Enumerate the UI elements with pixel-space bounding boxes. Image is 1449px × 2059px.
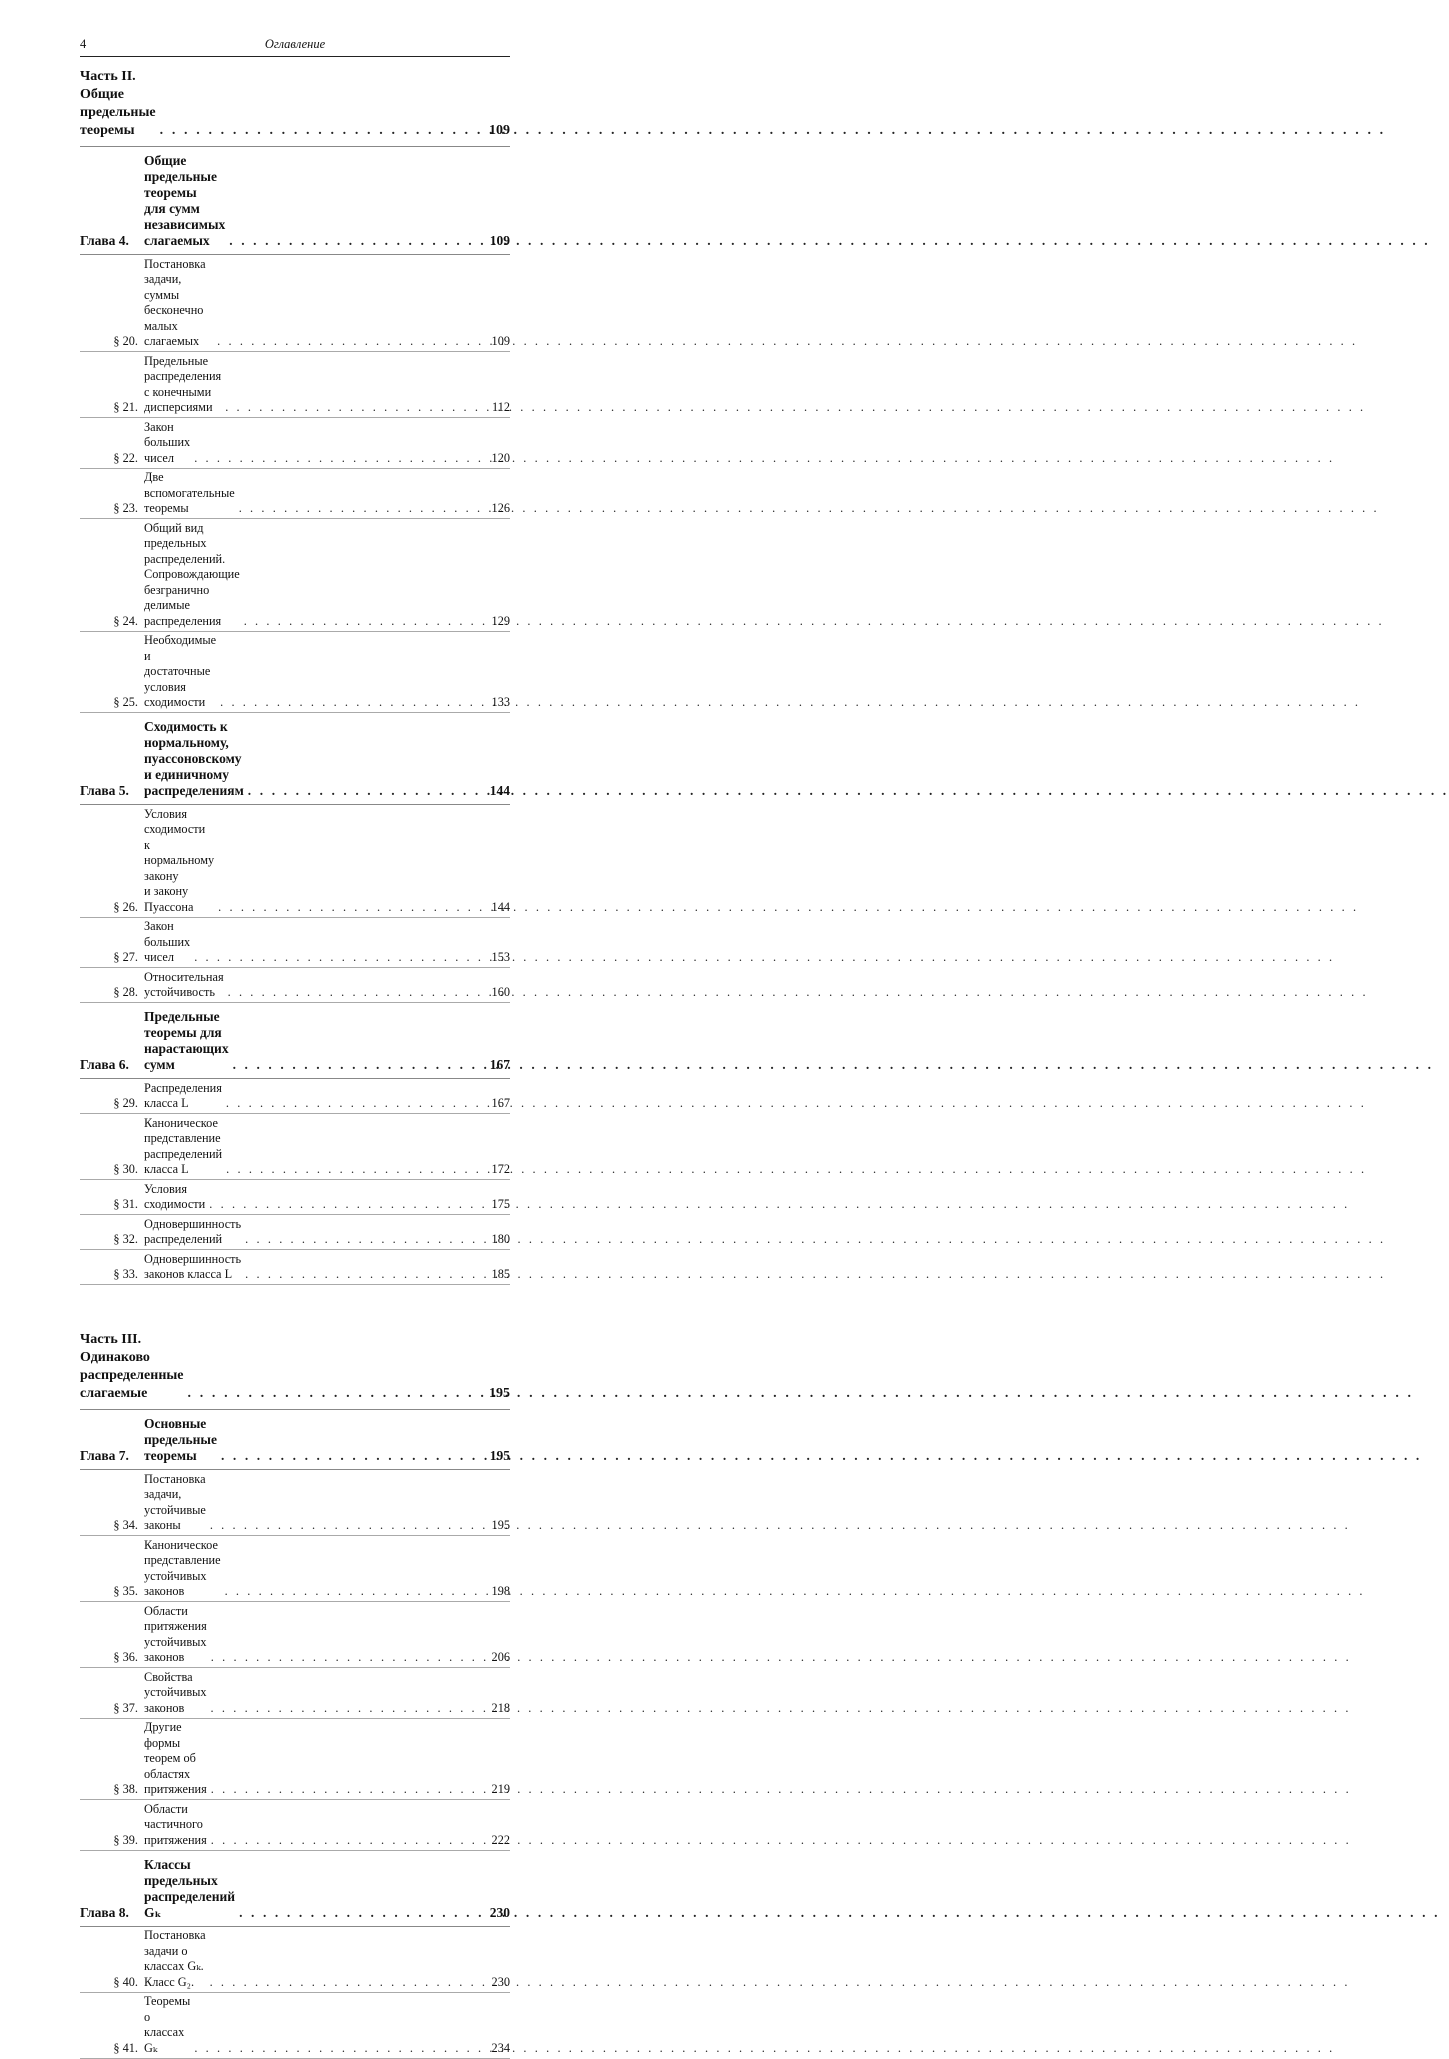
part-spacer bbox=[80, 1285, 510, 1325]
section-title: Распределения класса L bbox=[144, 1080, 222, 1110]
chapter-label: Глава 4. bbox=[80, 233, 129, 248]
section-title: Закон больших чисел bbox=[144, 919, 191, 964]
page-ref: 167 bbox=[489, 1057, 510, 1072]
section-number: § 24. bbox=[113, 613, 138, 628]
chapter-title: Основные предельные теоремы bbox=[144, 1416, 217, 1463]
section-number: § 28. bbox=[113, 985, 138, 999]
chapter-title: Общие предельные теоремы для сумм независимых слагаемых bbox=[144, 153, 226, 248]
chapter-label: Глава 8. bbox=[80, 1904, 129, 1920]
page-ref: 206 bbox=[491, 1650, 510, 1664]
part-title: Часть II. Общие предельные теоремы bbox=[80, 69, 156, 138]
section-entry[interactable] bbox=[80, 255, 510, 352]
part-entry[interactable] bbox=[80, 1331, 510, 1410]
leader-dots bbox=[239, 501, 482, 517]
section-entry[interactable] bbox=[80, 519, 510, 632]
leader-dots bbox=[228, 985, 482, 1001]
section-number: § 31. bbox=[113, 1197, 138, 1211]
section-number: § 34. bbox=[113, 1518, 138, 1532]
section-number: § 33. bbox=[113, 1267, 138, 1281]
section-number: § 29. bbox=[113, 1096, 138, 1110]
section-number: § 21. bbox=[113, 400, 138, 414]
section-number: § 39. bbox=[113, 1832, 138, 1847]
page-ref: 222 bbox=[491, 1832, 510, 1847]
section-entry[interactable] bbox=[80, 632, 510, 714]
page-ref: 144 bbox=[489, 783, 510, 798]
page bbox=[0, 0, 600, 2055]
leader-dots bbox=[211, 1650, 482, 1666]
page-ref: 160 bbox=[491, 985, 510, 999]
section-entry[interactable] bbox=[80, 968, 510, 1003]
page-ref: 133 bbox=[491, 695, 510, 709]
section-number: § 26. bbox=[113, 899, 138, 914]
chapter-label: Глава 6. bbox=[80, 1057, 129, 1072]
page-ref: 120 bbox=[491, 450, 510, 465]
section-title: Одновершинность законов класса L bbox=[144, 1251, 242, 1281]
running-title: Оглавление bbox=[264, 37, 326, 51]
leader-dots bbox=[221, 1448, 482, 1464]
section-entry[interactable] bbox=[80, 918, 510, 969]
section-title: Постановка задачи, устойчивые законы bbox=[144, 1471, 206, 1532]
section-number: § 23. bbox=[113, 501, 138, 515]
leader-dots bbox=[245, 1232, 482, 1248]
section-title: Общий вид предельных распределений. Сопровождающие безгранично делимые распределения bbox=[144, 520, 240, 628]
chapter-title: Классы предельных распределений Gₖ bbox=[144, 1856, 236, 1920]
section-entry[interactable] bbox=[80, 1114, 510, 1180]
leader-dots bbox=[248, 783, 482, 799]
section-title: Условия сходимости к нормальному закону и закону Пуассона bbox=[144, 806, 215, 914]
running-header bbox=[80, 36, 510, 57]
part-title: Часть III. Одинаково распределенные слагаемые bbox=[80, 1332, 184, 1401]
section-entry[interactable] bbox=[80, 1536, 510, 1602]
page-ref: 144 bbox=[491, 899, 510, 914]
section-entry[interactable] bbox=[80, 1719, 510, 1801]
section-title: Каноническое представление устойчивых законов bbox=[144, 1537, 221, 1598]
leader-dots bbox=[211, 1701, 482, 1717]
page-ref: 126 bbox=[491, 501, 510, 515]
page-ref: 230 bbox=[491, 1974, 510, 1989]
chapter-entry[interactable] bbox=[80, 153, 510, 255]
section-entry[interactable] bbox=[80, 1993, 510, 2059]
section-entry[interactable] bbox=[80, 1668, 510, 1719]
leader-dots bbox=[225, 400, 482, 416]
leader-dots bbox=[188, 1385, 482, 1403]
section-number: § 20. bbox=[113, 334, 138, 348]
leader-dots bbox=[226, 1096, 482, 1112]
section-title: Относительная устойчивость bbox=[144, 969, 224, 999]
section-number: § 37. bbox=[113, 1700, 138, 1715]
page-ref: 129 bbox=[491, 613, 510, 628]
section-number: § 41. bbox=[113, 2040, 138, 2055]
chapter-label: Глава 5. bbox=[80, 783, 129, 798]
page-ref: 180 bbox=[491, 1232, 510, 1246]
section-title: Необходимые и достаточные условия сходимости bbox=[144, 633, 217, 709]
page-number: 4 bbox=[80, 37, 87, 51]
leader-dots bbox=[194, 950, 482, 966]
leader-dots bbox=[226, 1162, 482, 1178]
leader-dots bbox=[194, 451, 482, 467]
section-entry[interactable] bbox=[80, 1079, 510, 1114]
leader-dots bbox=[239, 1905, 482, 1921]
section-entry[interactable] bbox=[80, 1215, 510, 1250]
section-title: Области частичного притяжения bbox=[144, 1801, 207, 1847]
page-ref: 218 bbox=[491, 1700, 510, 1715]
leader-dots bbox=[210, 1975, 482, 1991]
leader-dots bbox=[160, 122, 482, 140]
page-ref: 109 bbox=[491, 334, 510, 348]
chapter-title: Сходимость к нормальному, пуассоновскому и единичному распределениям bbox=[144, 719, 244, 798]
section-entry[interactable] bbox=[80, 418, 510, 469]
chapter-entry[interactable] bbox=[80, 1009, 510, 1079]
section-entry[interactable] bbox=[80, 1800, 510, 1851]
section-entry[interactable] bbox=[80, 1180, 510, 1215]
leader-dots bbox=[211, 1833, 482, 1849]
section-entry[interactable] bbox=[80, 1250, 510, 1285]
section-title: Другие формы теорем об областях притяжения bbox=[144, 1720, 207, 1796]
section-entry[interactable] bbox=[80, 469, 510, 520]
section-title: Теоремы о классах Gₖ bbox=[144, 1994, 191, 2055]
page-ref: 195 bbox=[489, 1448, 510, 1463]
leader-dots bbox=[220, 695, 482, 711]
page-ref: 230 bbox=[489, 1904, 510, 1920]
section-number: § 32. bbox=[113, 1232, 138, 1246]
section-title: Закон больших чисел bbox=[144, 419, 191, 465]
section-number: § 40. bbox=[113, 1974, 138, 1989]
section-entry[interactable] bbox=[80, 1602, 510, 1668]
page-ref: 219 bbox=[491, 1782, 510, 1796]
page-ref: 234 bbox=[491, 2040, 510, 2055]
page-ref: 112 bbox=[492, 400, 510, 414]
section-number: § 36. bbox=[113, 1650, 138, 1664]
page-ref: 198 bbox=[491, 1584, 510, 1598]
leader-dots bbox=[210, 1518, 482, 1534]
section-title: Области притяжения устойчивых законов bbox=[144, 1603, 207, 1664]
section-number: § 27. bbox=[113, 950, 138, 964]
chapter-entry[interactable] bbox=[80, 1416, 510, 1470]
section-title: Постановка задачи, суммы бесконечно малых слагаемых bbox=[144, 256, 206, 348]
section-title: Одновершинность распределений bbox=[144, 1216, 242, 1246]
chapter-entry[interactable] bbox=[80, 719, 510, 805]
chapter-entry[interactable] bbox=[80, 1857, 510, 1927]
section-number: § 30. bbox=[113, 1162, 138, 1176]
leader-dots bbox=[225, 1584, 482, 1600]
part-entry[interactable] bbox=[80, 68, 510, 147]
leader-dots bbox=[217, 334, 482, 350]
section-number: § 35. bbox=[113, 1584, 138, 1598]
page-ref: 109 bbox=[489, 233, 510, 248]
section-entry[interactable] bbox=[80, 352, 510, 418]
table-of-contents bbox=[80, 62, 510, 2059]
section-title: Каноническое представление распределений класса L bbox=[144, 1115, 223, 1176]
section-title: Постановка задачи о классах Gₖ. Класс G₂. bbox=[144, 1928, 206, 1989]
leader-dots bbox=[194, 2041, 482, 2057]
page-ref: 109 bbox=[489, 123, 510, 138]
chapter-title: Предельные теоремы для нарастающих сумм bbox=[144, 1009, 229, 1072]
page-ref: 185 bbox=[491, 1267, 510, 1281]
section-title: Свойства устойчивых законов bbox=[144, 1669, 207, 1715]
section-number: § 22. bbox=[113, 450, 138, 465]
section-entry[interactable] bbox=[80, 1927, 510, 1993]
section-title: Предельные распределения с конечными дисперсиями bbox=[144, 353, 222, 414]
section-title: Условия сходимости bbox=[144, 1181, 206, 1211]
page-ref: 172 bbox=[491, 1162, 510, 1176]
page-ref: 175 bbox=[491, 1197, 510, 1211]
leader-dots bbox=[209, 1197, 482, 1213]
leader-dots bbox=[211, 1782, 482, 1798]
page-ref: 167 bbox=[491, 1096, 510, 1110]
section-number: § 38. bbox=[113, 1782, 138, 1796]
section-entry[interactable] bbox=[80, 805, 510, 918]
page-ref: 195 bbox=[489, 1386, 510, 1401]
section-entry[interactable] bbox=[80, 1470, 510, 1536]
leader-dots bbox=[245, 1267, 482, 1283]
leader-dots bbox=[229, 233, 482, 249]
chapter-label: Глава 7. bbox=[80, 1448, 129, 1463]
leader-dots bbox=[244, 614, 482, 630]
leader-dots bbox=[218, 900, 482, 916]
section-title: Две вспомогательные теоремы bbox=[144, 470, 235, 515]
leader-dots bbox=[233, 1057, 482, 1073]
page-ref: 195 bbox=[491, 1518, 510, 1532]
page-ref: 153 bbox=[491, 950, 510, 964]
section-number: § 25. bbox=[113, 695, 138, 709]
